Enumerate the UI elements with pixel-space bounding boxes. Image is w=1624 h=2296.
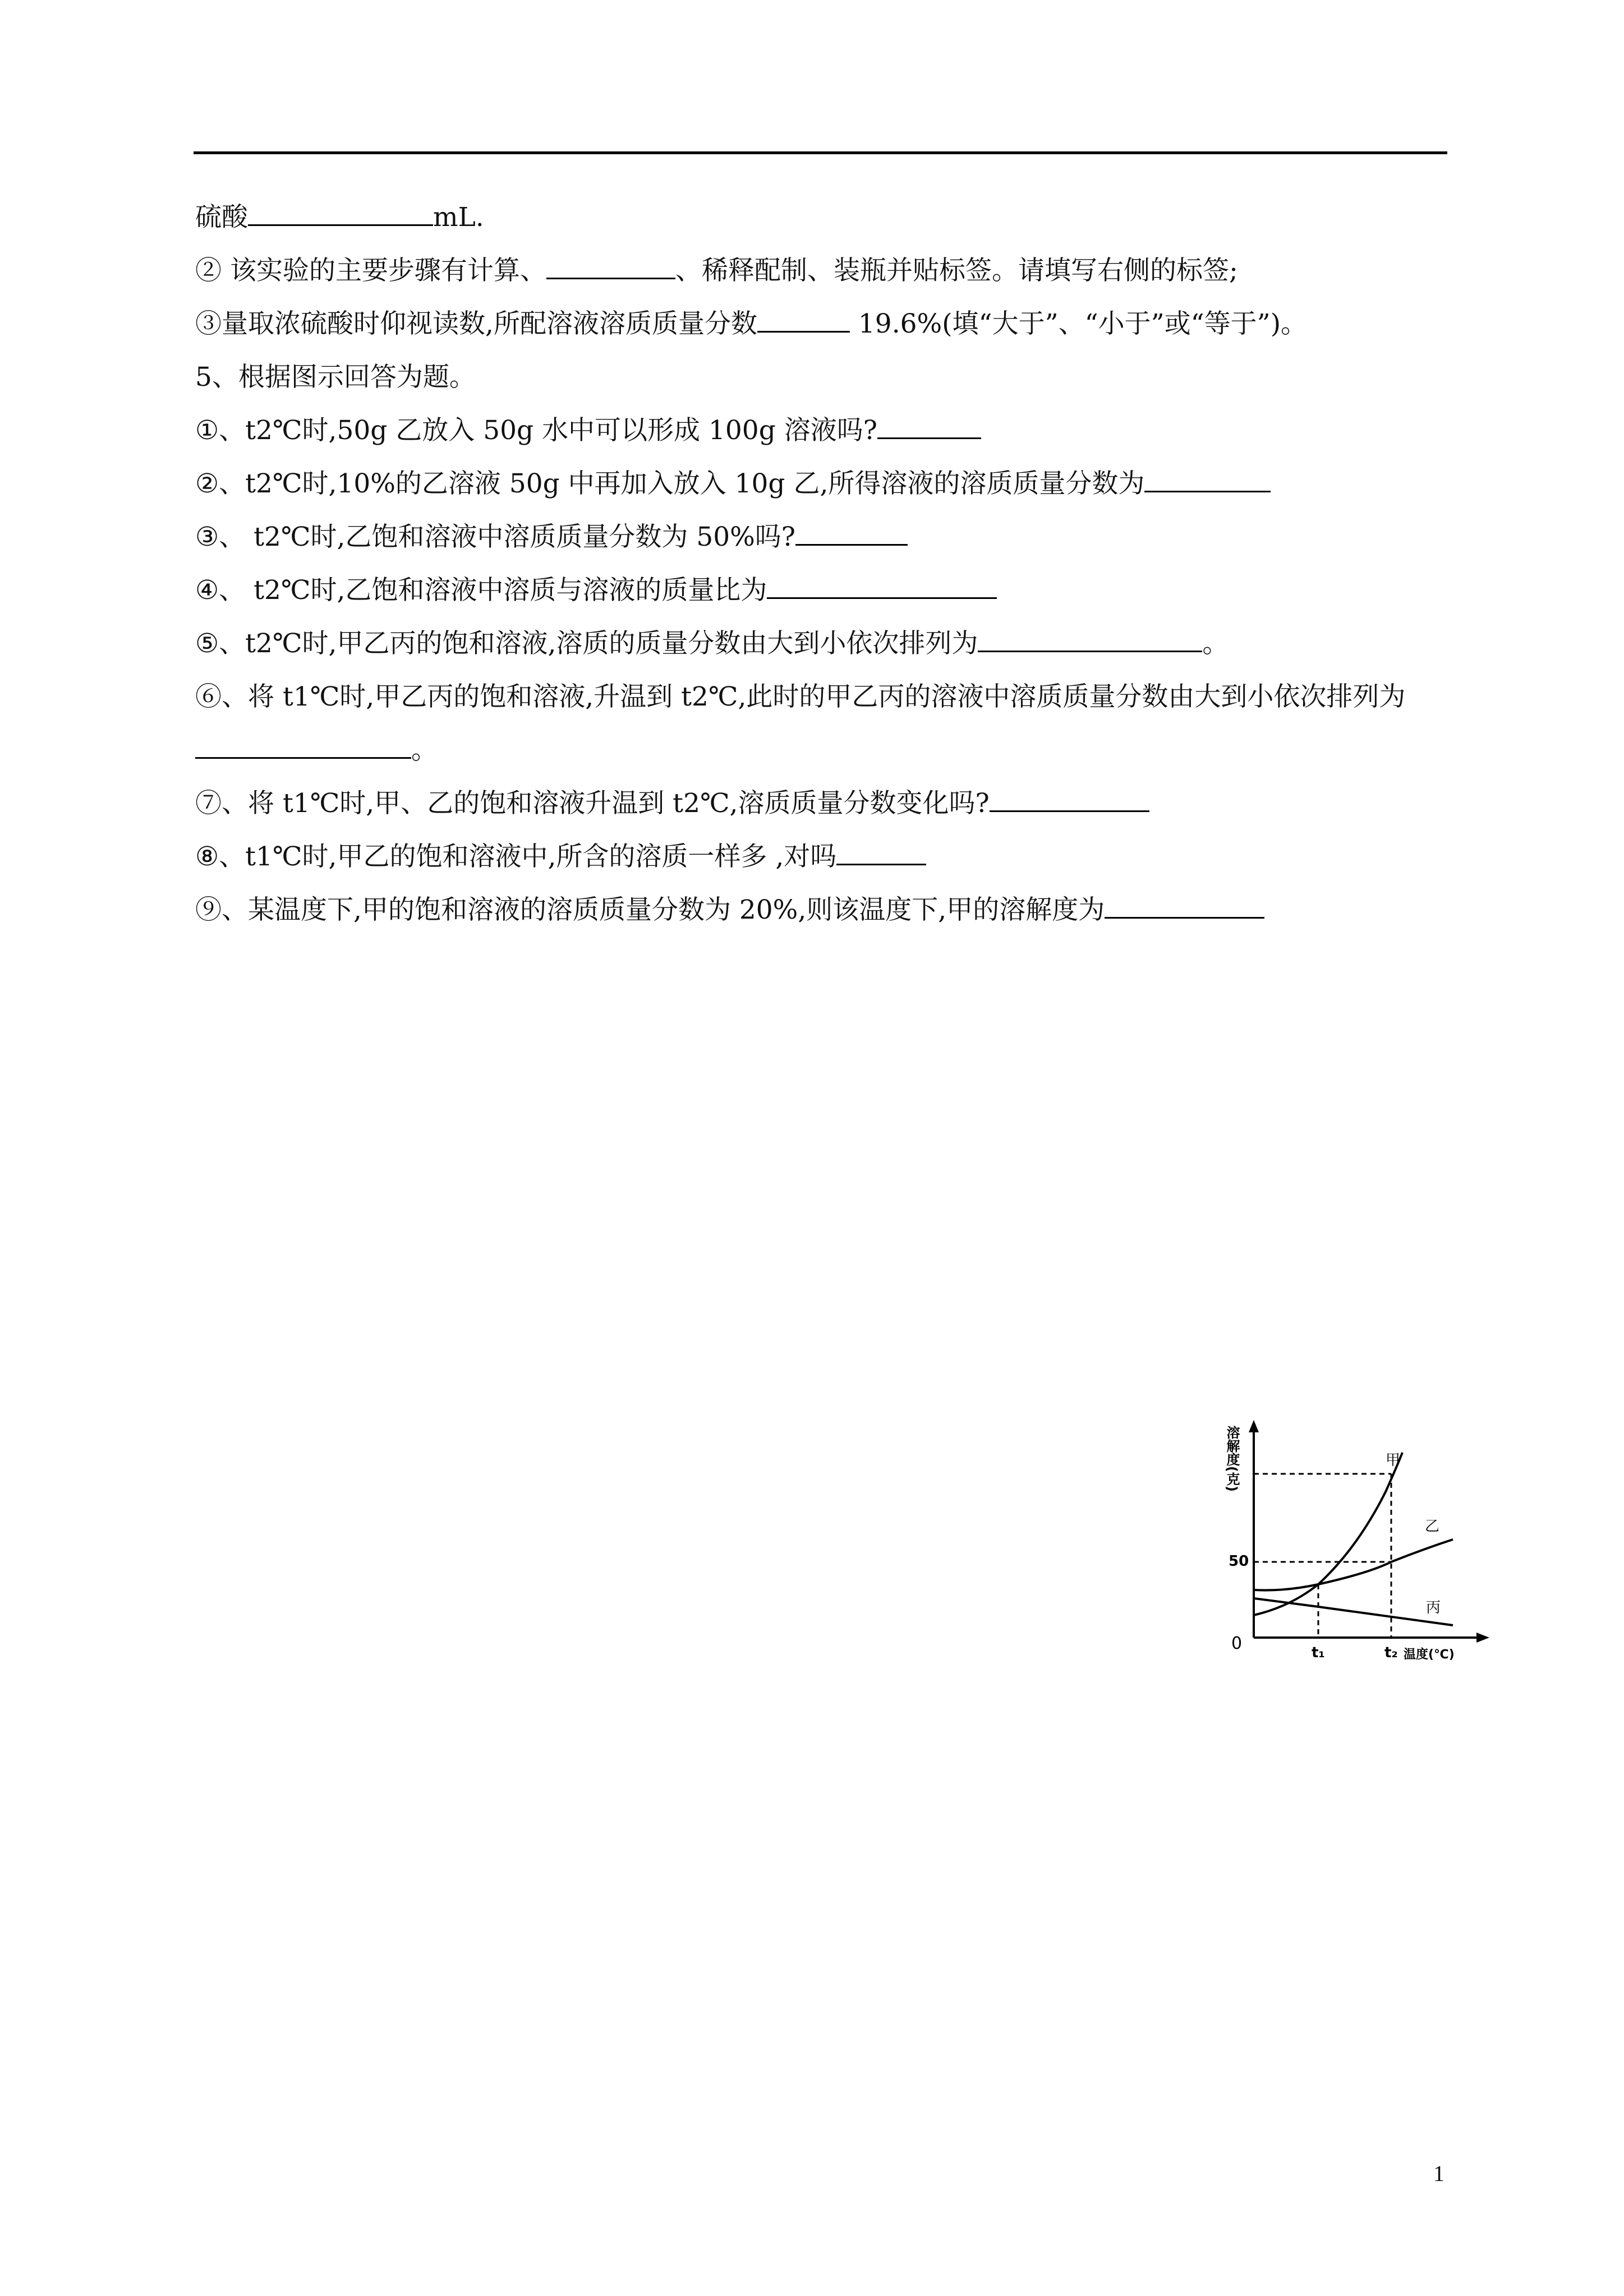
- question-line: [195, 670, 1446, 777]
- x-axis-arrow: [1476, 1633, 1489, 1643]
- line-text: ⑧、t1℃时,甲乙的饱和溶液中,所含的溶质一样多 ,对吗: [195, 841, 837, 872]
- y-tick-50: 50: [1229, 1553, 1249, 1570]
- x-tick-t1: t₁: [1312, 1644, 1325, 1661]
- line-text: ⑥、将 t1℃时,甲乙丙的饱和溶液,升温到 t2℃,此时的甲乙丙的溶液中溶质质量分数由大到小依次排列为: [195, 681, 1406, 712]
- answer-blank[interactable]: [836, 836, 926, 865]
- y-axis-label: 溶解度(克): [1224, 1426, 1240, 1492]
- answer-blank[interactable]: [195, 729, 411, 759]
- question-line: [195, 404, 1446, 457]
- line-text: ⑨、某温度下,甲的饱和溶液的溶质质量分数为 20%,则该温度下,甲的溶解度为: [195, 895, 1105, 925]
- origin-label: 0: [1231, 1634, 1243, 1653]
- line-text: mL.: [433, 202, 484, 233]
- line-text: 硫酸: [195, 202, 248, 233]
- question-line: [195, 564, 1446, 617]
- line-text: 。: [411, 735, 438, 766]
- series-label-jia: 甲: [1386, 1452, 1401, 1469]
- answer-blank[interactable]: [1144, 463, 1271, 492]
- line-text: ③、 t2℃时,乙饱和溶液中溶质质量分数为 50%吗?: [195, 522, 795, 552]
- header-rule: [194, 151, 1447, 154]
- solubility-curve-figure: [1223, 1413, 1492, 1682]
- y-axis-arrow: [1249, 1420, 1259, 1432]
- question-line: [195, 297, 1446, 351]
- series-label-bing: 丙: [1426, 1599, 1441, 1616]
- line-text: 19.6%(填“大于”、“小于”或“等于”)。: [849, 308, 1308, 339]
- x-tick-t2: t₂: [1384, 1644, 1398, 1661]
- question-line: [195, 617, 1446, 670]
- line-text: ② 该实验的主要步骤有计算、: [195, 255, 546, 286]
- question-line: [195, 883, 1446, 937]
- question-line: [195, 191, 1446, 244]
- line-text: ⑦、将 t1℃时,甲、乙的饱和溶液升温到 t2℃,溶质质量分数变化吗?: [195, 788, 990, 819]
- line-text: ④、 t2℃时,乙饱和溶液中溶质与溶液的质量比为: [195, 575, 767, 606]
- question-line: [195, 244, 1446, 297]
- answer-blank[interactable]: [767, 569, 997, 599]
- answer-blank[interactable]: [546, 250, 675, 279]
- answer-blank[interactable]: [1105, 889, 1264, 919]
- section-heading: [195, 351, 1446, 404]
- question-line: [195, 457, 1446, 510]
- curve-yi: [1254, 1539, 1453, 1590]
- answer-blank[interactable]: [795, 516, 908, 546]
- question-line: [195, 510, 1446, 564]
- curve-bing: [1254, 1598, 1453, 1625]
- line-text: ①、t2℃时,50g 乙放入 50g 水中可以形成 100g 溶液吗?: [195, 415, 877, 446]
- answer-blank[interactable]: [877, 409, 981, 439]
- solubility-curve-svg: [1223, 1413, 1492, 1682]
- line-text: ⑤、t2℃时,甲乙丙的饱和溶液,溶质的质量分数由大到小依次排列为: [195, 628, 978, 659]
- line-text: 5、根据图示回答为题。: [195, 362, 476, 393]
- line-text: 、稀释配制、装瓶并贴标签。请填写右侧的标签;: [675, 255, 1238, 286]
- line-text: 。: [1202, 628, 1229, 659]
- answer-blank[interactable]: [757, 303, 850, 333]
- question-line: [195, 777, 1446, 830]
- answer-blank[interactable]: [248, 196, 433, 226]
- series-label-yi: 乙: [1425, 1518, 1440, 1535]
- question-text: [195, 191, 1446, 937]
- x-axis-label: 温度(℃): [1404, 1648, 1455, 1662]
- line-text: ②、t2℃时,10%的乙溶液 50g 中再加入放入 10g 乙,所得溶液的溶质质量分数为: [195, 468, 1145, 499]
- question-line: [195, 830, 1446, 883]
- answer-blank[interactable]: [978, 623, 1202, 652]
- line-text: ③量取浓硫酸时仰视读数,所配溶液溶质质量分数: [195, 308, 757, 339]
- page-number: 1: [1433, 2161, 1444, 2186]
- answer-blank[interactable]: [990, 782, 1149, 812]
